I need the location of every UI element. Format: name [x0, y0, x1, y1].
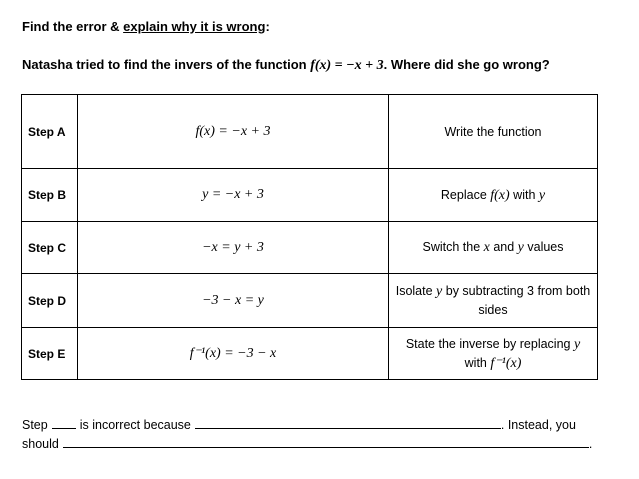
heading-suffix: :	[265, 19, 270, 34]
desc-math: f(x)	[490, 187, 510, 203]
prompt-text-after: . Where did she go wrong?	[383, 57, 550, 72]
worksheet-heading	[22, 19, 270, 34]
desc-text: with	[509, 187, 539, 202]
step-label: Step A	[22, 95, 78, 169]
step-description: Write the function	[389, 95, 598, 169]
table-row	[22, 169, 598, 222]
step-blank-field[interactable]	[52, 416, 76, 429]
step-description	[389, 169, 598, 222]
desc-math: y	[436, 284, 443, 299]
reason-blank-field[interactable]	[195, 416, 501, 429]
step-description	[389, 328, 598, 380]
answer-step-label: Step	[22, 418, 48, 432]
answer-instead: . Instead, you	[500, 418, 576, 432]
desc-text: Isolate	[395, 284, 437, 298]
step-description	[389, 274, 598, 328]
table-row	[22, 222, 598, 274]
step-equation: −3 − x = y	[78, 274, 389, 328]
desc-text: Switch the	[422, 240, 484, 254]
step-label: Step D	[22, 274, 78, 328]
desc-text: Replace	[440, 187, 491, 202]
step-description	[389, 222, 598, 274]
answer-line-2	[22, 435, 600, 454]
step-equation: f⁻¹(x) = −3 − x	[78, 328, 389, 380]
desc-math: y	[538, 187, 546, 203]
heading-underlined: explain why it is wrong	[123, 19, 266, 34]
table-row	[22, 328, 598, 380]
answer-end: .	[588, 437, 593, 451]
desc-math: y	[573, 336, 581, 352]
answer-line-1	[22, 416, 600, 435]
desc-text: and	[489, 240, 518, 254]
desc-text: with	[464, 355, 491, 370]
answer-should: should	[22, 437, 59, 451]
problem-prompt	[22, 57, 550, 74]
step-equation: y = −x + 3	[78, 169, 389, 222]
desc-math: f⁻¹(x)	[490, 355, 522, 371]
prompt-text-before: Natasha tried to find the invers of the function	[22, 57, 311, 72]
step-label: Step B	[22, 169, 78, 222]
prompt-function: f(x) = −x + 3	[310, 58, 384, 73]
table-row	[22, 95, 598, 169]
desc-text: by subtracting 3 from both sides	[442, 284, 591, 317]
correction-blank-field[interactable]	[63, 435, 589, 448]
table-row	[22, 274, 598, 328]
desc-text: values	[523, 240, 564, 254]
steps-table	[21, 94, 598, 380]
desc-text: State the inverse by replacing	[405, 336, 574, 351]
step-equation: f(x) = −x + 3	[78, 95, 389, 169]
answer-incorrect-because: is incorrect because	[79, 418, 191, 432]
answer-section	[22, 416, 600, 454]
step-label: Step E	[22, 328, 78, 380]
desc-math: y	[517, 240, 524, 255]
heading-prefix: Find the error &	[22, 19, 124, 34]
desc-math: x	[483, 240, 490, 255]
step-equation: −x = y + 3	[78, 222, 389, 274]
step-label: Step C	[22, 222, 78, 274]
